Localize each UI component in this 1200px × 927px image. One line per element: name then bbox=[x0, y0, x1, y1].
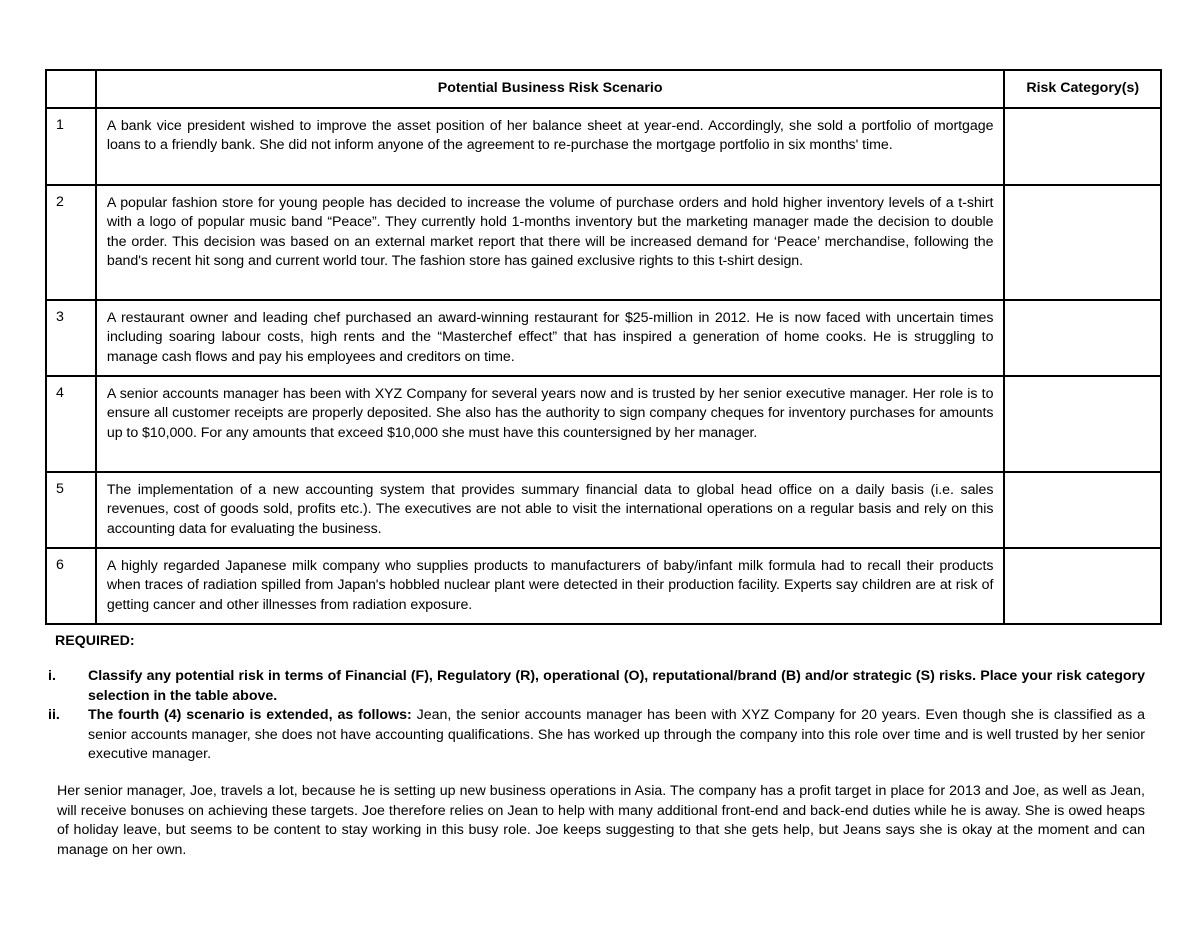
scenario-text: A senior accounts manager has been with XYZ Company for several years now and is trusted by her senior executive manager. Her role is to ensure all customer receipts are properly deposited. She also has the authority to sign company cheques for inventory purchases for amounts up to $10,000. For any amounts that exceed $10,000 she must have this countersigned by her manager. bbox=[96, 376, 1005, 472]
table-header-row bbox=[46, 70, 1161, 108]
risk-category-cell[interactable] bbox=[1004, 185, 1161, 300]
table-row bbox=[46, 548, 1161, 624]
table-row bbox=[46, 300, 1161, 376]
table-row bbox=[46, 108, 1161, 185]
row-number: 3 bbox=[46, 300, 96, 376]
risk-category-cell[interactable] bbox=[1004, 472, 1161, 548]
required-heading: REQUIRED: bbox=[55, 633, 135, 649]
table-row bbox=[46, 376, 1161, 472]
task-marker: i. bbox=[48, 668, 56, 685]
scenario-text: A bank vice president wished to improve the asset position of her balance sheet at year-end. Accordingly, she sold a portfolio of mortgage loans to a friendly bank. She did not inform anyone of the agreement to re-purchase the mortgage portfolio in six months' time. bbox=[96, 108, 1005, 185]
task-bold-text: Classify any potential risk in terms of Financial (F), Regulatory (R), operational (O), reputational/brand (B) and/or strategic (S) risks. Place your risk category selection in the table above. bbox=[88, 668, 1145, 704]
row-number: 6 bbox=[46, 548, 96, 624]
number-column-header bbox=[46, 70, 96, 108]
scenario-text: A restaurant owner and leading chef purchased an award-winning restaurant for $25-million in 2012. He is now faced with uncertain times including soaring labour costs, high rents and the “Masterchef effect” that has inspired a generation of home cooks. He is struggling to manage cash flows and pay his employees and creditors on time. bbox=[96, 300, 1005, 376]
required-section bbox=[48, 632, 1145, 860]
table-row bbox=[46, 472, 1161, 548]
risk-category-column-header: Risk Category(s) bbox=[1004, 70, 1161, 108]
task-marker: ii. bbox=[48, 707, 60, 724]
scenario-text: The implementation of a new accounting system that provides summary financial data to global head office on a daily basis (i.e. sales revenues, cost of goods sold, profits etc.). The executives are not able to visit the international operations on a regular basis and rely on this accounting data for evaluating the business. bbox=[96, 472, 1005, 548]
closing-paragraph: Her senior manager, Joe, travels a lot, because he is setting up new business operations in Asia. The company has a profit target in place for 2013 and Joe, as well as Jean, will receive bonuses on achieving these targets. Joe therefore relies on Jean to help with many additional front-end and back-end duties while he is away. She is owed heaps of holiday leave, but seems to be content to stay working in this busy role. Joe keeps suggesting to that she gets help, but Jeans says she is okay at the moment and can manage on her own. bbox=[57, 783, 1145, 858]
required-task-list bbox=[48, 667, 1145, 764]
task-bold-text: The fourth (4) scenario is extended, as follows: bbox=[88, 707, 412, 724]
risk-category-cell[interactable] bbox=[1004, 108, 1161, 185]
row-number: 4 bbox=[46, 376, 96, 472]
risk-category-cell[interactable] bbox=[1004, 548, 1161, 624]
risk-scenario-table bbox=[45, 69, 1162, 625]
table-row bbox=[46, 185, 1161, 300]
required-task-item bbox=[48, 667, 1145, 706]
row-number: 2 bbox=[46, 185, 96, 300]
risk-category-cell[interactable] bbox=[1004, 376, 1161, 472]
scenario-text: A popular fashion store for young people has decided to increase the volume of purchase orders and hold higher inventory levels of a t-shirt with a logo of popular music band “Peace”. They currently hold 1-months inventory but the marketing manager made the decision to double the order. This decision was based on an external market report that there will be increased demand for ‘Peace’ merchandise, following the band's recent hit song and current world tour. The fashion store has gained exclusive rights to this t-shirt design. bbox=[96, 185, 1005, 300]
required-task-item bbox=[48, 706, 1145, 764]
risk-category-cell[interactable] bbox=[1004, 300, 1161, 376]
row-number: 5 bbox=[46, 472, 96, 548]
row-number: 1 bbox=[46, 108, 96, 185]
scenario-column-header: Potential Business Risk Scenario bbox=[96, 70, 1005, 108]
scenario-text: A highly regarded Japanese milk company who supplies products to manufacturers of baby/infant milk formula had to recall their products when traces of radiation spilled from Japan's hobbled nuclear plant were detected in their production facility. Experts say children are at risk of getting cancer and other illnesses from radiation exposure. bbox=[96, 548, 1005, 624]
task-plain-text: Jean, the senior accounts manager has been with XYZ Company for 20 years. Even though she is classified as a senior accounts manager, she does not have accounting qualifications. She has worked up through the company into this role over time and is well trusted by her senior executive manager. bbox=[88, 707, 1145, 763]
